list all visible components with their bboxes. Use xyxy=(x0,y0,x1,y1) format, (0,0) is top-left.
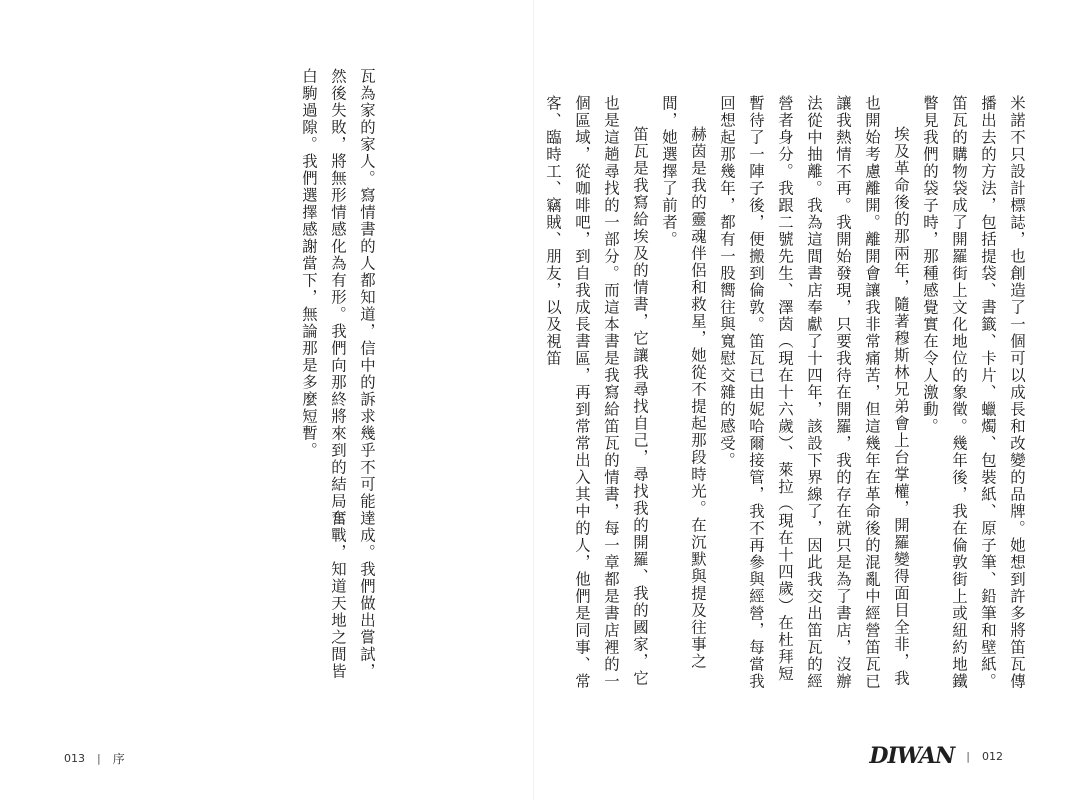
left-page-footer xyxy=(64,750,125,767)
right-page-footer xyxy=(869,745,1003,767)
right-paragraph-3: 赫茵是我的靈魂伴侶和救星，她從不提起那段時光。在沉默與提及往事之間，她選擇了前者。 xyxy=(660,95,707,670)
right-page xyxy=(534,0,1067,800)
left-page-number: 013 xyxy=(64,752,85,765)
right-paragraph-1: 米諾不只設計標誌，也創造了一個可以成長和改變的品牌。她想到許多將笛瓦傳播出去的方法，包括提袋、書籤、卡片、蠟燭、包裝紙、原子筆、鉛筆和壁紙。笛瓦的購物袋成了開羅街上文化地位的象徵。幾年後，我在倫敦街上或紐約地鐵瞥見我們的袋子時，那種感覺實在令人激動。 xyxy=(921,95,1026,690)
right-footer-separator: | xyxy=(966,749,970,763)
left-paragraph-1: 瓦為家的家人。寫情書的人都知道，信中的訴求幾乎不可能達成。我們做出嘗試，然後失敗，將無形情感化為有形。我們向那終將來到的結局奮戰，知道天地之間皆白駒過隙。我們選擇感謝當下，無論那是多麼短暫。 xyxy=(300,68,376,680)
right-paragraph-2: 埃及革命後的那兩年，隨著穆斯林兄弟會上台掌權，開羅變得面目全非，我也開始考慮離開。離開會讓我非常痛苦，但這幾年在革命後的混亂中經營笛瓦已讓我熱情不再。我開始發現，只要我待在開羅，我的存在就只是為了書店，沒辦法從中抽離。我為這間書店奉獻了十四年，該設下界線了，因此我交出笛瓦的經營者身分。我跟二號先生、澤茵（現在十六歲）、萊拉（現在十四歲）在杜拜短暫待了一陣子後，便搬到倫敦。笛瓦已由妮哈爾接管，我不再參與經營，每當我回想起那幾年，都有一股嚮往與寬慰交雜的感受。 xyxy=(718,95,910,690)
right-page-body xyxy=(544,95,1031,695)
left-page xyxy=(0,0,533,800)
left-footer-separator: | xyxy=(97,752,101,765)
right-page-number: 012 xyxy=(982,749,1003,763)
section-title: 序 xyxy=(112,752,125,766)
diwan-logo: DIWAN xyxy=(869,743,955,769)
left-page-body xyxy=(294,68,381,696)
right-paragraph-4: 笛瓦是我寫給埃及的情書，它讓我尋找自己，尋找我的開羅、我的國家，它也是這趟尋找的一部分。而這本書是我寫給笛瓦的情書，每一章都是書店裡的一個區域，從咖啡吧，到自我成長書區，再到常常出入其中的人，他們是同事、常客、臨時工、竊賊、朋友，以及視笛 xyxy=(544,95,649,690)
